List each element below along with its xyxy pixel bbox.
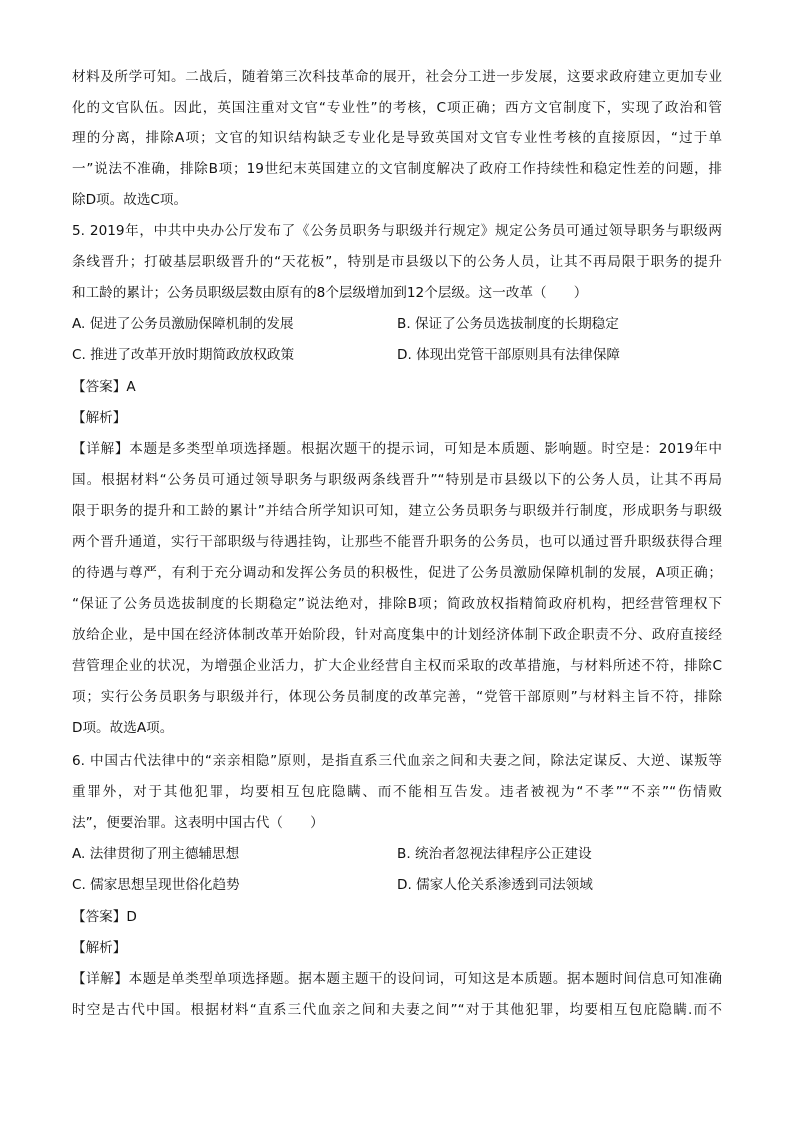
answer-label: 【答案】A	[72, 379, 136, 395]
detail-line: 项；实行公务员职务与职级并行，体现公务员制度的改革完善，“党管干部原则”与材料主旨不符，排除	[72, 689, 722, 705]
question-stem-line: 法”，便要治罪。这表明中国古代（ ）	[72, 815, 324, 831]
option-c: C. 儒家思想呈现世俗化趋势	[72, 877, 240, 893]
question-stem-line: 条线晋升；打破基层职级晋升的“天花板”，特别是市县级以下的公务人员，让其不再局限于职务的提升	[72, 254, 722, 270]
detail-line: 营管理企业的状况，为增强企业活力，扩大企业经营自主权而采取的改革措施，与材料所述不符，排除C	[72, 658, 722, 674]
detail-line: 的待遇与尊严，有利于充分调动和发挥公务员的积极性，促进了公务员激励保障机制的发展，A项正确；	[72, 565, 722, 581]
detail-line: 两个晋升通道，实行干部职级与待遇挂钩，让那些不能晋升职务的公务员，也可以通过晋升职级获得合理	[72, 534, 722, 550]
option-d: D. 儒家人伦关系渗透到司法领域	[397, 877, 593, 893]
detail-line: D项。故选A项。	[72, 720, 174, 736]
text-line: 除D项。故选C项。	[72, 192, 188, 208]
option-b: B. 统治者忽视法律程序公正建设	[397, 846, 592, 862]
detail-line: 限于职务的提升和工龄的累计”并结合所学知识可知，建立公务员职务与职级并行制度，形成职务与职级	[72, 503, 722, 519]
option-c: C. 推进了改革开放时期简政放权政策	[72, 347, 295, 363]
option-b: B. 保证了公务员选拔制度的长期稳定	[397, 316, 619, 332]
option-d: D. 体现出党管干部原则具有法律保障	[397, 347, 621, 363]
text-line: 化的文官队伍。因此，英国注重对文官“专业性”的考核，C项正确；西方文官制度下，实现了政治和管	[72, 100, 722, 116]
question-stem-line: 5. 2019年，中共中央办公厅发布了《公务员职务与职级并行规定》规定公务员可通过领导职务与职级两	[72, 223, 722, 239]
option-a: A. 促进了公务员激励保障机制的发展	[72, 316, 294, 332]
detail-line: 放给企业，是中国在经济体制改革开始阶段，针对高度集中的计划经济体制下政企职责不分、政府直接经	[72, 627, 722, 643]
detail-line: 【详解】本题是单类型单项选择题。据本题主题干的设问词，可知这是本质题。据本题时间信息可知准确	[72, 971, 722, 987]
text-line: 理的分离，排除A项；文官的知识结构缺乏专业化是导致英国对文官专业性考核的直接原因，“过于单	[72, 130, 722, 146]
option-a: A. 法律贯彻了刑主德辅思想	[72, 846, 240, 862]
detail-line: “保证了公务员选拔制度的长期稳定”说法绝对，排除B项；简政放权指精简政府机构，把经营管理权下	[72, 596, 722, 612]
detail-line: 【详解】本题是多类型单项选择题。根据次题干的提示词，可知是本质题、影响题。时空是：2019年中	[72, 441, 722, 457]
detail-line: 时空是古代中国。根据材料“直系三代血亲之间和夫妻之间”“对于其他犯罪，均要相互包庇隐瞒.而不	[72, 1002, 722, 1018]
question-stem-line: 重罪外，对于其他犯罪，均要相互包庇隐瞒、而不能相互告发。违者被视为“不孝”“不亲”“伤情败	[72, 784, 722, 800]
text-line: 材料及所学可知。二战后，随着第三次科技革命的展开，社会分工进一步发展，这要求政府建立更加专业	[72, 69, 722, 85]
text-line: 一”说法不准确，排除B项；19世纪末英国建立的文官制度解决了政府工作持续性和稳定性差的问题，排	[72, 161, 722, 177]
answer-label: 【答案】D	[72, 909, 137, 925]
analysis-label: 【解析】	[72, 410, 127, 426]
detail-line: 国。根据材料“公务员可通过领导职务与职级两条线晋升”“特别是市县级以下的公务人员，让其不再局	[72, 472, 722, 488]
question-stem-line: 和工龄的累计；公务员职级层数由原有的8个层级增加到12个层级。这一改革（ ）	[72, 285, 588, 301]
question-stem-line: 6. 中国古代法律中的“亲亲相隐”原则，是指直系三代血亲之间和夫妻之间，除法定谋反、大逆、谋叛等	[72, 753, 722, 769]
analysis-label: 【解析】	[72, 940, 127, 956]
